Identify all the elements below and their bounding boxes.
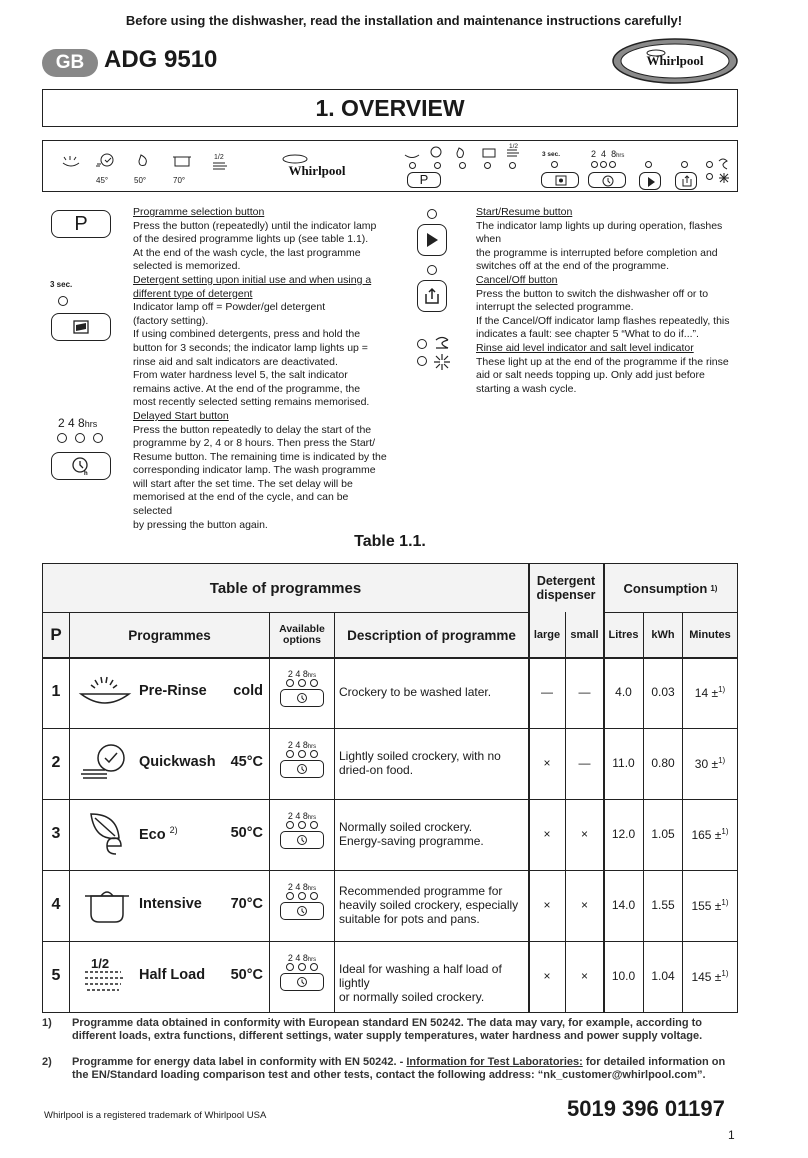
half-load-fraction: 1/2 (91, 956, 110, 971)
salt-lamp (417, 356, 427, 366)
row-4-number: 4 (51, 896, 61, 913)
consumption-header: Consumption 1) (623, 580, 718, 596)
start-indicator-lamp (427, 209, 437, 219)
half-load-icon (81, 968, 133, 998)
row-3-desc: Normally soiled crockery. Energy-saving programme. (339, 820, 484, 848)
row-2-name: Quickwash (139, 754, 216, 770)
detergent-setting-button[interactable] (51, 313, 111, 341)
col-options: Available options (279, 623, 325, 646)
svg-text:h: h (84, 471, 88, 477)
detergent-3sec-label: 3 sec. (50, 280, 73, 289)
right-button-desc: Start/Resume button The indicator lamp lights up during operation, flashes when the programme is interrupted before completion and switches off at the end of the programme. Cancel/Off button Press the button to switch the dishwasher off or to interrupt the selected programme. If the Cancel/Off indicator lamp flashes repeatedly, this indicates a fault: see chapter 5 “What to do if...”. Rinse aid level indicator and salt level indicator These light up at the end of the programme if the rinse aid or salt needs topping up. Only add just before starting a wash cycle. (476, 206, 730, 395)
panel-half-label-right: 1/2 (509, 143, 519, 150)
pre-rinse-icon (77, 668, 133, 714)
cancel-off-button[interactable] (417, 280, 447, 312)
eco-icon (83, 810, 133, 860)
table-title: Table of programmes (209, 579, 362, 597)
delayed-start-button[interactable] (51, 452, 111, 480)
row-1-litres: 4.0 (615, 685, 632, 699)
footnote-2: Programme for energy data label in conformity with EN 50242. - Information for Test Laboratories: for detailed information on the EN/Standard loading comparison test and other tests, contact the following address: “nk_customer@whirlpool.com”. (72, 1056, 726, 1081)
row-5-name: Half Load (139, 967, 206, 983)
panel-start-lamp (645, 161, 652, 168)
row-1-delay-options[interactable]: 2 4 8hrs (277, 669, 327, 715)
warning-text: Before using the dishwasher, read the installation and maintenance instructions carefully! (125, 13, 683, 28)
row-1-large: — (541, 685, 553, 699)
row-4-name: Intensive (139, 896, 202, 912)
svg-text:Whirlpool: Whirlpool (288, 163, 346, 178)
footnote-1-mark: 1) (42, 1017, 52, 1029)
row-1-kwh: 0.03 (651, 685, 675, 699)
row-2-kwh: 0.80 (651, 756, 675, 770)
panel-3sec-label: 3 sec. (542, 151, 561, 158)
row-1-minutes: 14 ±$^{1)}$ (694, 685, 726, 700)
row-3-name: Eco $^{2)}$ (139, 825, 178, 843)
row-4-kwh: 1.55 (651, 898, 675, 912)
salt-icon (432, 352, 452, 372)
row-5-minutes: 145 ±$^{1)}$ (691, 969, 729, 984)
programme-selection-button[interactable]: P (51, 210, 111, 238)
row-3-delay-options[interactable]: 2 4 8hrs (277, 811, 327, 857)
row-4-desc: Recommended programme for heavily soiled crockery, especially suitable for pots and pans. (339, 884, 519, 926)
col-small: small (570, 629, 599, 641)
col-kwh: kWh (651, 629, 675, 641)
col-minutes: Minutes (689, 629, 731, 641)
panel-temp-50: 50° (134, 176, 147, 185)
row-3-small: × (580, 827, 588, 841)
panel-temp-45: 45° (96, 176, 109, 185)
panel-cancel-button[interactable] (675, 172, 697, 190)
row-5-litres: 10.0 (611, 969, 636, 983)
model-name: ADG 9510 (104, 46, 218, 73)
panel-half-label: 1/2 (214, 154, 224, 161)
row-5-temp: 50°C (230, 967, 263, 983)
delay-hours-label: 2 4 8hrs (58, 416, 98, 430)
rinse-aid-lamp (417, 339, 427, 349)
row-4-litres: 14.0 (611, 898, 636, 912)
panel-cancel-lamp (681, 161, 688, 168)
intensive-icon (81, 882, 133, 928)
col-programmes: Programmes (128, 627, 211, 643)
row-2-desc: Lightly soiled crockery, with no dried-on food. (339, 749, 501, 777)
svg-text:Whirlpool: Whirlpool (646, 53, 704, 68)
row-4-minutes: 155 ±$^{1)}$ (691, 898, 729, 913)
panel-detergent-button[interactable] (541, 172, 579, 188)
panel-delay-button[interactable] (588, 172, 626, 188)
overview-title: 1. OVERVIEW (42, 89, 738, 127)
row-5-desc: Ideal for washing a half load of lightly or normally soiled crockery. (339, 962, 502, 1004)
programme-selection-desc: Programme selection button Press the button (repeatedly) until the indicator lamp of the desired programme lights up (see table 1.1). At the end of the wash cycle, the last programme selected is memorized. Detergent setting upon initial use and when using a different type of detergent Indicator lamp off = Powder/gel detergent (factory setting). If using combined detergents, press and hold the button for 3 seconds; the indicator lamp lights up = rinse aid and salt indicators are deactivated. From water hardness level 5, the salt indicator remains active. At the end of the programme, the most recently selected setting remains memorised. Delayed Start button Press the button repeatedly to delay the start of the programme by 2, 4 or 8 hours. Then press the Start/ Resume button. The remaining time is indicated by the corresponding indicator lamp. The wash programme will start after the set time. The set delay will be memorised at the end of the cycle, and can be selected by pressing the button again. (133, 206, 387, 531)
row-5-small: × (580, 969, 588, 983)
detergent-header: Detergent dispenser (536, 574, 596, 602)
row-4-delay-options[interactable]: 2 4 8hrs (277, 882, 327, 928)
row-3-litres: 12.0 (611, 827, 636, 841)
row-3-minutes: 165 ±$^{1)}$ (691, 827, 729, 842)
row-5-number: 5 (51, 967, 61, 984)
col-litres: Litres (608, 629, 639, 641)
panel-delay-hours: 2 4 8hrs (591, 149, 625, 159)
panel-salt-lamp (706, 173, 713, 180)
col-p: P (50, 625, 62, 644)
rinse-aid-icon (433, 336, 451, 350)
row-1-small: — (578, 685, 591, 699)
col-description: Description of programme (347, 627, 516, 643)
row-2-minutes: 30 ±$^{1)}$ (694, 756, 726, 771)
panel-rinse-salt-icons (716, 157, 732, 185)
row-3-kwh: 1.05 (651, 827, 675, 841)
row-2-number: 2 (51, 754, 61, 771)
panel-detergent-lamp (551, 161, 558, 168)
row-5-large: × (543, 969, 551, 983)
row-2-small: — (578, 756, 591, 770)
row-1-temp: cold (233, 683, 263, 699)
footnote-1: Programme data obtained in conformity with European standard EN 50242. The data may vary, for example, according to different loads, extra functions, different settings, water supply temperatures, water hardness and power supply voltage. (72, 1017, 703, 1042)
panel-start-button[interactable] (639, 172, 661, 190)
start-resume-button[interactable] (417, 224, 447, 256)
panel-half-icon (211, 161, 231, 171)
col-large: large (533, 629, 561, 641)
row-4-temp: 70°C (230, 896, 263, 912)
control-panel (42, 140, 738, 192)
panel-whirlpool-logo (275, 151, 359, 183)
row-5-kwh: 1.04 (651, 969, 675, 983)
row-3-temp: 50°C (230, 825, 263, 841)
detergent-indicator-lamp (58, 296, 68, 306)
row-1-desc: Crockery to be washed later. (339, 685, 492, 699)
row-2-litres: 11.0 (612, 756, 635, 770)
country-badge: GB (42, 49, 98, 77)
part-code: 5019 396 01197 (567, 1096, 725, 1121)
trademark-text: Whirlpool is a registered trademark of Whirlpool USA (44, 1110, 267, 1121)
panel-p-button[interactable]: P (407, 172, 441, 188)
panel-rinse-lamp (706, 161, 713, 168)
table-caption: Table 1.1. (354, 533, 426, 550)
programmes-table (42, 563, 738, 1013)
cancel-indicator-lamp (427, 265, 437, 275)
footnote-2-mark: 2) (42, 1056, 52, 1068)
row-4-large: × (543, 898, 551, 912)
row-4-small: × (580, 898, 588, 912)
quickwash-icon (77, 740, 133, 786)
row-3-large: × (543, 827, 551, 841)
row-2-delay-options[interactable]: 2 4 8hrs (277, 740, 327, 786)
row-2-temp: 45°C (230, 754, 263, 770)
row-2-large: × (543, 756, 551, 770)
page-number: 1 (728, 1128, 735, 1142)
panel-temp-70: 70° (173, 176, 186, 185)
whirlpool-logo (612, 38, 738, 84)
row-1-name: Pre-Rinse (139, 683, 207, 699)
row-5-delay-options[interactable]: 2 4 8hrs (277, 953, 327, 999)
row-1-number: 1 (51, 683, 61, 700)
row-3-number: 3 (51, 825, 61, 842)
